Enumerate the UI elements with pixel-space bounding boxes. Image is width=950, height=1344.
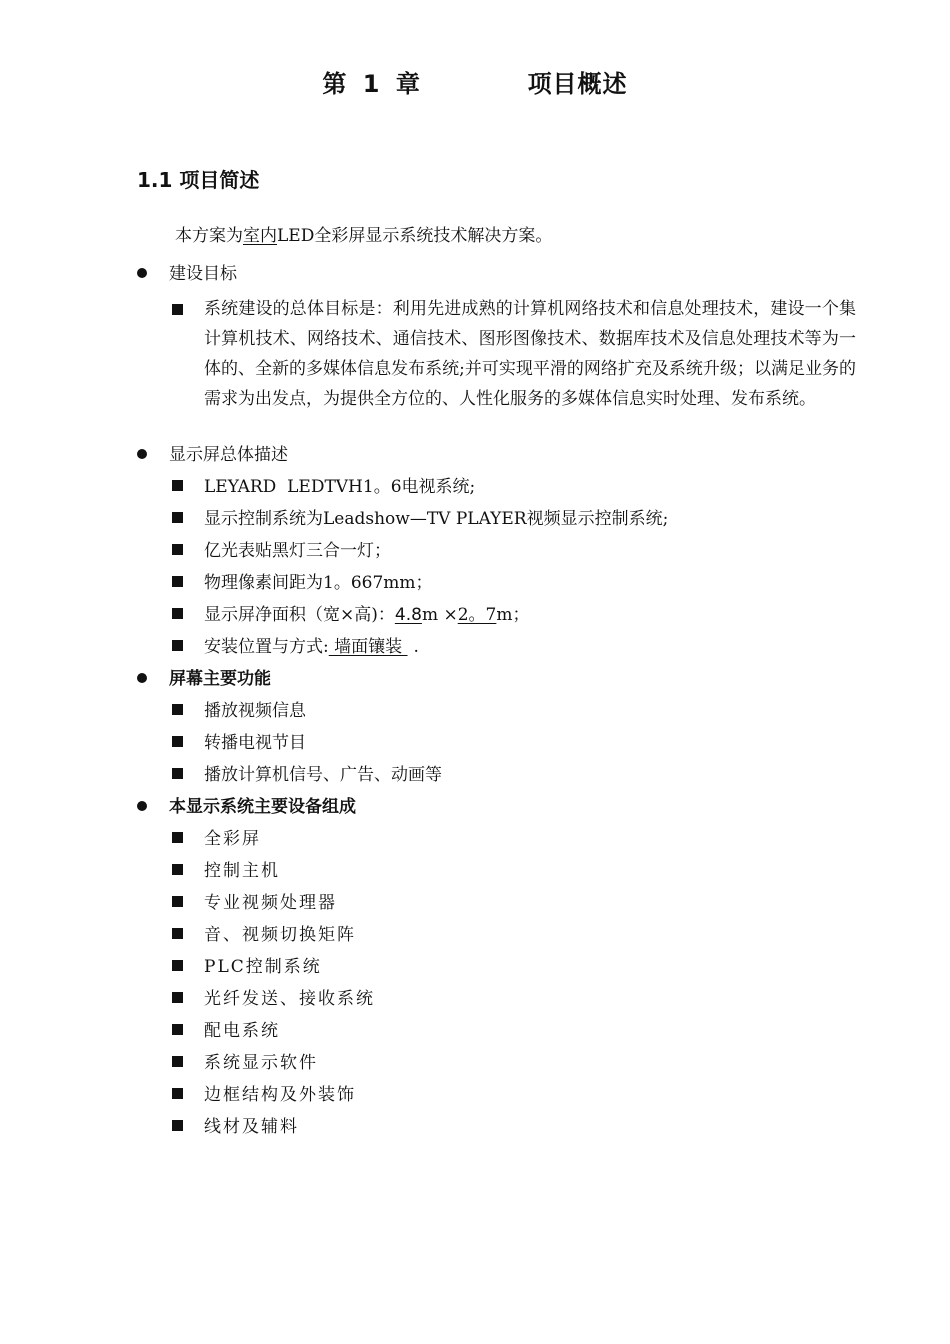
square-bullet-icon	[172, 992, 183, 1003]
list-item: 显示控制系统为Leadshow—TV PLAYER视频显示控制系统;	[172, 507, 668, 531]
chapter-prefix: 第	[322, 70, 348, 98]
bullet-equipment	[137, 795, 356, 819]
chapter-heading	[0, 64, 950, 99]
round-bullet-icon	[137, 449, 147, 459]
square-bullet-icon	[172, 608, 183, 619]
square-bullet-icon	[172, 768, 183, 779]
square-bullet-icon	[172, 576, 183, 587]
square-bullet-icon	[172, 1120, 183, 1131]
list-item: 控制主机	[172, 859, 280, 883]
square-bullet-icon	[172, 896, 183, 907]
goals-heading: 建设目标	[169, 264, 237, 284]
bullet-screen	[137, 443, 288, 467]
square-bullet-icon	[172, 1088, 183, 1099]
chapter-suffix: 章	[395, 70, 421, 98]
square-bullet-icon	[172, 480, 183, 491]
bullet-functions	[137, 667, 271, 691]
square-bullet-icon	[172, 1056, 183, 1067]
functions-heading: 屏幕主要功能	[169, 669, 271, 689]
bullet-goals	[137, 262, 237, 286]
equipment-heading: 本显示系统主要设备组成	[169, 797, 356, 817]
list-item: 系统显示软件	[172, 1051, 318, 1075]
goals-paragraph: 系统建设的总体目标是：利用先进成熟的计算机网络技术和信息处理技术，建设一个集计算机技术、网络技术、通信技术、图形图像技术、数据库技术及信息处理技术等为一体的、全新的多媒体信息发布系统;并可实现平滑的网络扩充及系统升级；以满足业务的需求为出发点，为提供全方位的、人性化服务的多媒体信息实时处理、发布系统。	[204, 299, 856, 409]
square-bullet-icon	[172, 832, 183, 843]
list-item: 配电系统	[172, 1019, 280, 1043]
list-item: 播放视频信息	[172, 699, 306, 723]
list-item: 物理像素间距为1。667mm；	[172, 571, 433, 595]
list-item: 播放计算机信号、广告、动画等	[172, 763, 442, 787]
list-item: 亿光表贴黑灯三合一灯；	[172, 539, 391, 563]
list-item-area: 显示屏净面积（宽×高)：4.8m ×2。7m；	[172, 603, 529, 627]
square-bullet-icon	[172, 640, 183, 651]
square-bullet-icon	[172, 512, 183, 523]
square-bullet-icon	[172, 704, 183, 715]
chapter-number: 1	[362, 70, 381, 98]
section-number: 1.1	[137, 168, 173, 192]
square-bullet-icon	[172, 304, 183, 315]
screen-heading: 显示屏总体描述	[169, 445, 288, 465]
round-bullet-icon	[137, 268, 147, 278]
intro-text-after: LED全彩屏显示系统技术解决方案。	[277, 226, 553, 246]
list-item: 线材及辅料	[172, 1115, 299, 1139]
list-item: PLC控制系统	[172, 955, 322, 979]
list-item-install: 安装位置与方式: 墙面镶装 .	[172, 635, 419, 659]
list-item: 专业视频处理器	[172, 891, 337, 915]
list-item: 转播电视节目	[172, 731, 306, 755]
round-bullet-icon	[137, 801, 147, 811]
square-bullet-icon	[172, 1024, 183, 1035]
square-bullet-icon	[172, 544, 183, 555]
list-item: 光纤发送、接收系统	[172, 987, 375, 1011]
section-heading	[137, 164, 259, 193]
section-title: 项目简述	[179, 168, 260, 192]
list-item: 音、视频切换矩阵	[172, 923, 356, 947]
square-bullet-icon	[172, 960, 183, 971]
square-bullet-icon	[172, 864, 183, 875]
intro-paragraph	[175, 221, 552, 246]
intro-text-before: 本方案为	[175, 226, 243, 246]
square-bullet-icon	[172, 736, 183, 747]
chapter-title: 项目概述	[527, 70, 628, 98]
round-bullet-icon	[137, 673, 147, 683]
list-item: LEYARD LEDTVH1。6电视系统;	[172, 475, 475, 499]
list-item: 边框结构及外装饰	[172, 1083, 356, 1107]
square-bullet-icon	[172, 928, 183, 939]
list-item: 全彩屏	[172, 827, 261, 851]
intro-underlined: 室内	[243, 226, 277, 246]
